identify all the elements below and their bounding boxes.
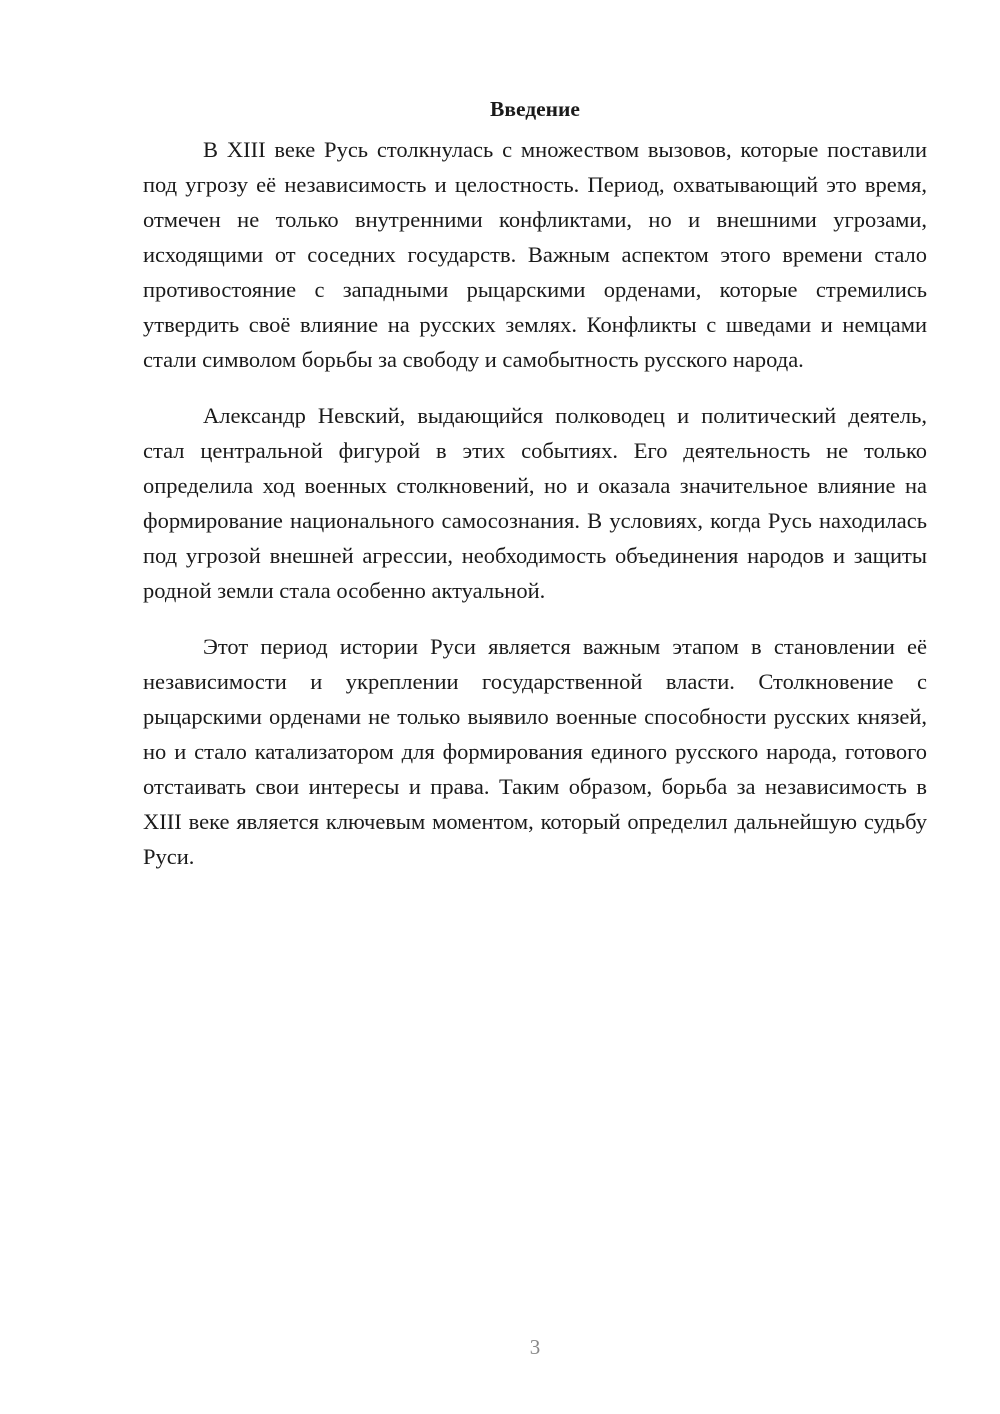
page-number: 3: [529, 1335, 541, 1359]
paragraph-2: Александр Невский, выдающийся полководец и политический деятель, стал центральной фигурой в этих событиях. Его деятельность не только определила ход военных столкновений, но и оказала значительное влияние на формирование национального самосознания. В условиях, когда Русь находилась под угрозой внешней агрессии, необходимость объединения народов и защиты родной земли стала особенно актуальной.: [143, 403, 927, 603]
paragraph-3: Этот период истории Руси является важным этапом в становлении её независимости и укреплении государственной власти. Столкновение с рыцарскими орденами не только выявило военные способности русских князей, но и стало катализатором для формирования единого русского народа, готового отстаивать свои интересы и права. Таким образом, борьба за независимость в XIII веке является ключевым моментом, который определил дальнейшую судьбу Руси.: [143, 634, 927, 869]
section-heading: Введение: [490, 97, 580, 121]
paragraph-1: В XIII веке Русь столкнулась с множеством вызовов, которые поставили под угрозу её независимость и целостность. Период, охватывающий это время, отмечен не только внутренними конфликтами, но и внешними угрозами, исходящими от соседних государств. Важным аспектом этого времени стало противостояние с западными рыцарскими орденами, которые стремились утвердить своё влияние на русских землях. Конфликты с шведами и немцами стали символом борьбы за свободу и самобытность русского народа.: [143, 137, 927, 372]
document-body: [143, 92, 927, 895]
